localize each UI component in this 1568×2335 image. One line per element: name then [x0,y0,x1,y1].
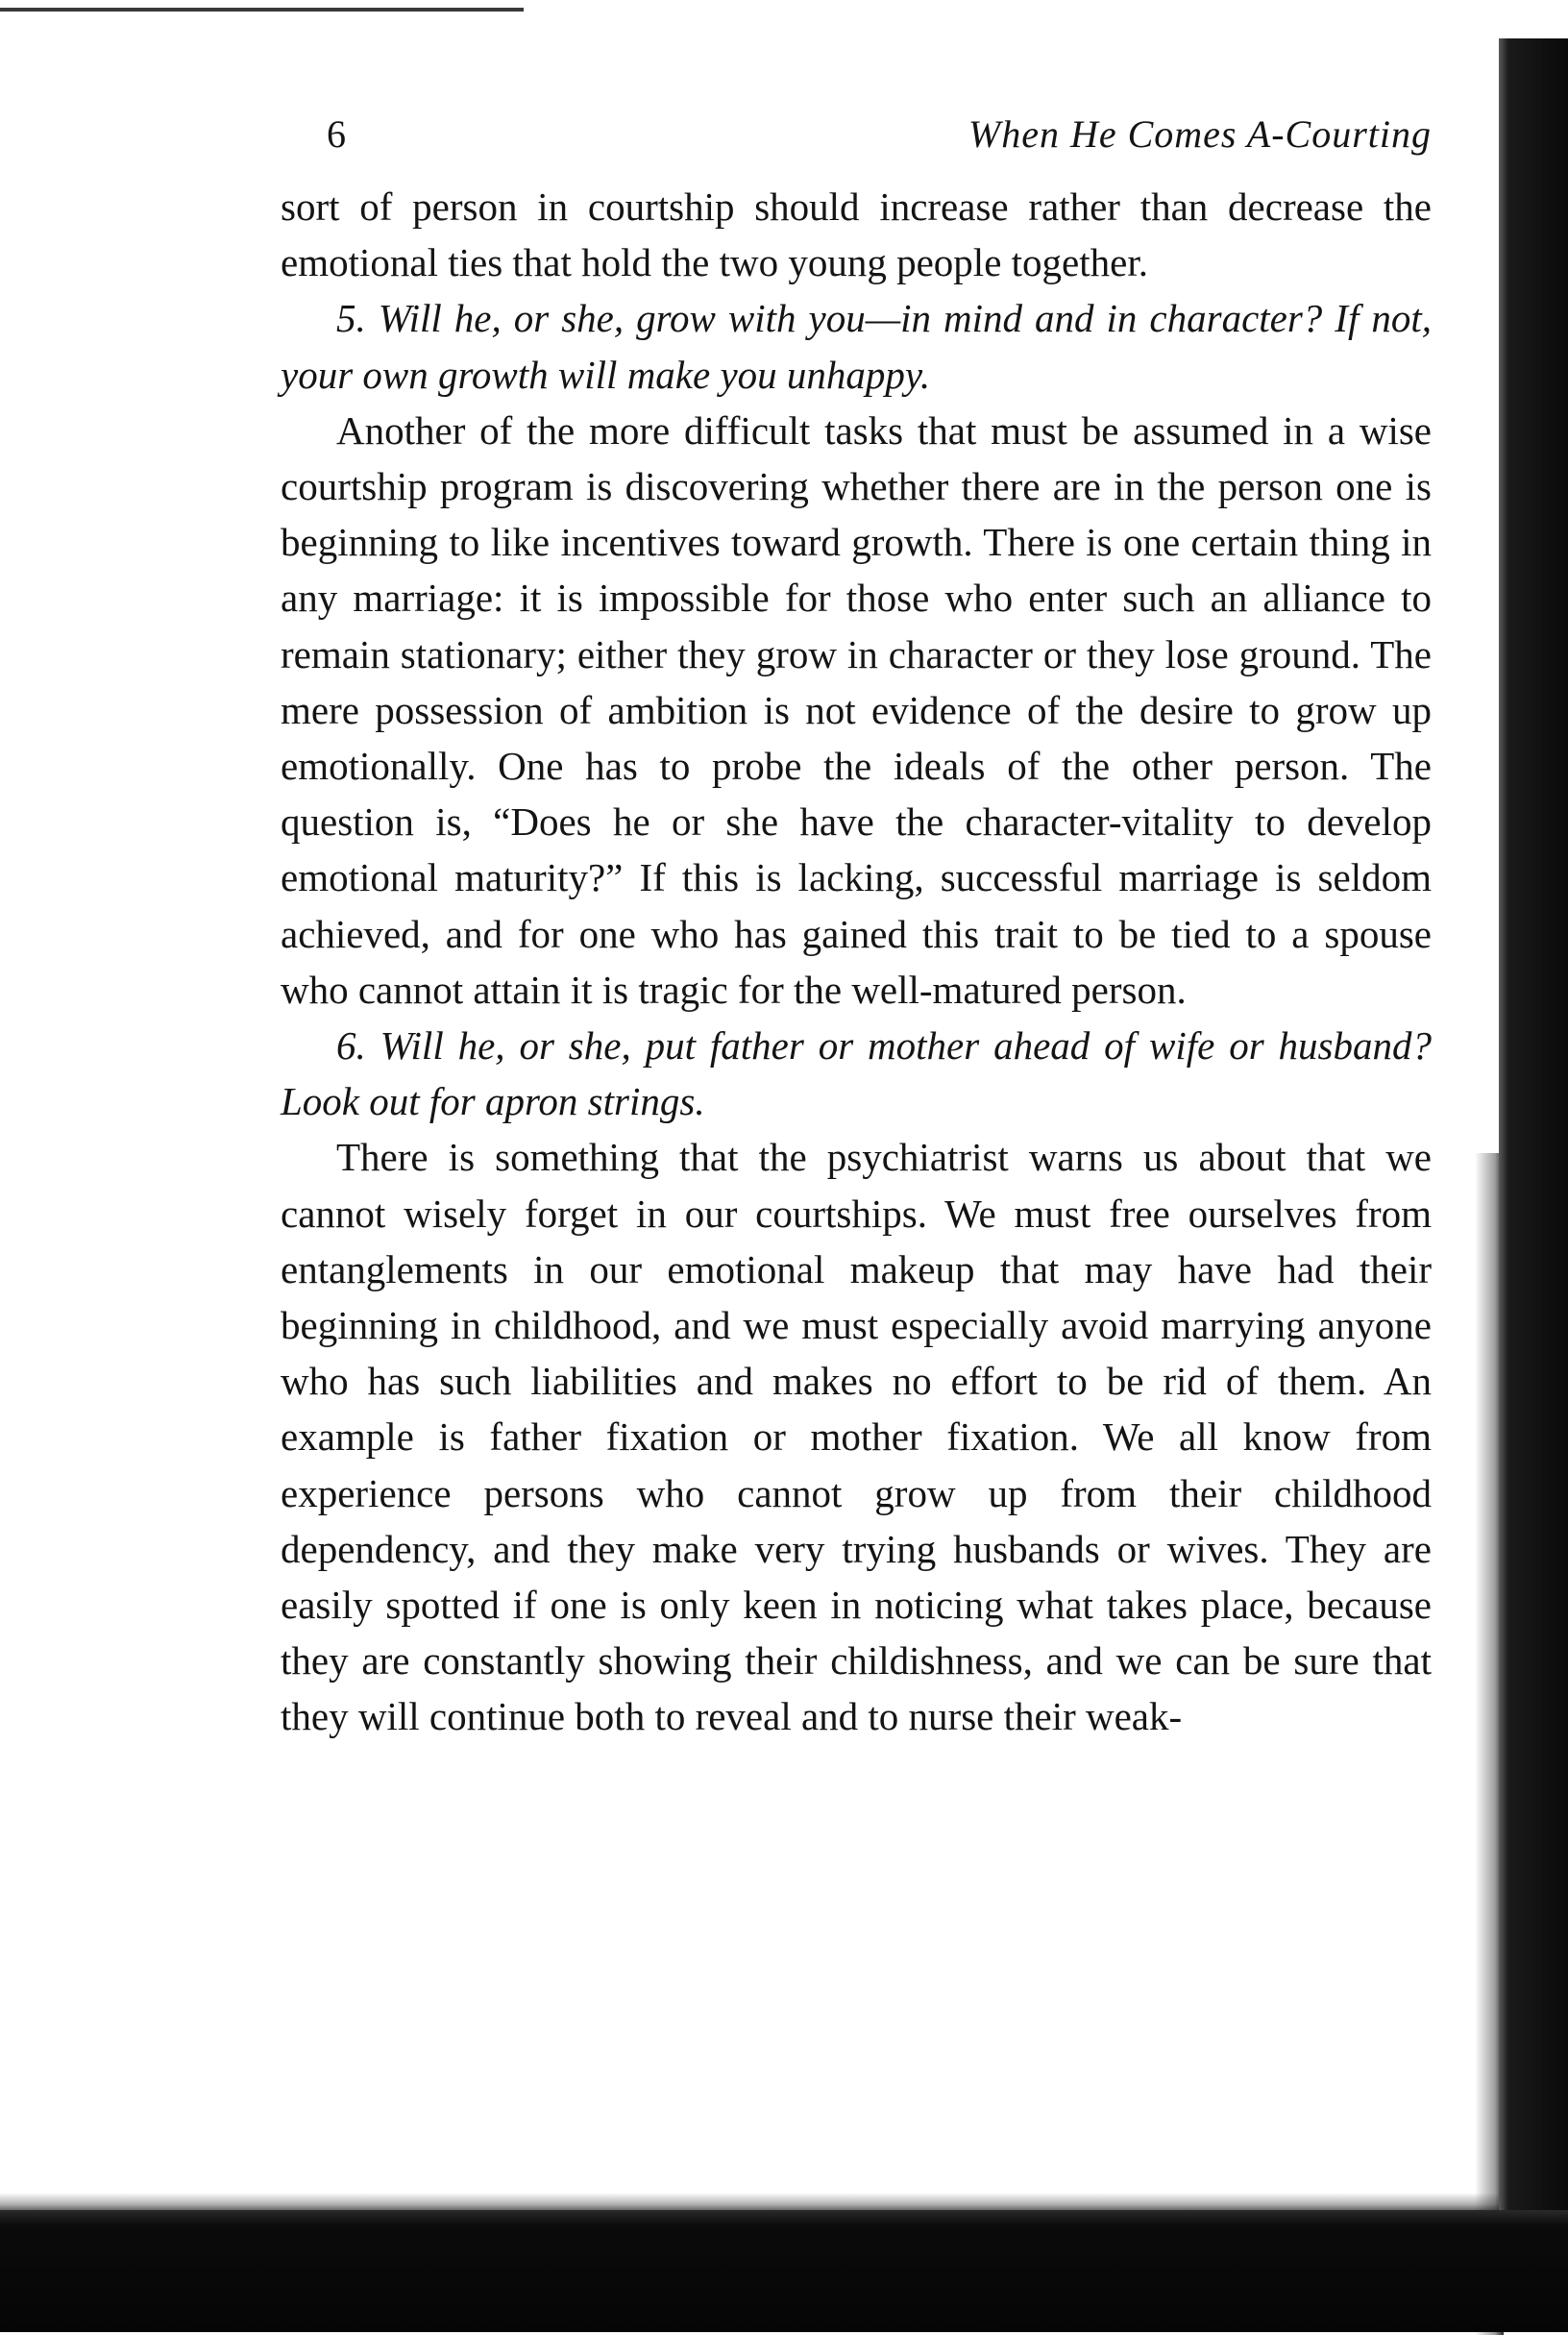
running-title: When He Comes A-Courting [968,112,1432,156]
question-6: 6. Will he, or she, put father or mother ahead of wife or husband? Look out for apron strings. [281,1023,1432,1124]
scan-edge-bottom [0,2210,1568,2332]
body-text [281,179,1432,1745]
book-page [281,106,1432,1745]
scan-top-rule [0,8,524,12]
scan-edge-right [1499,38,1568,2332]
scan-shadow-bottom [0,2193,1499,2212]
paragraph-growth: Another of the more difficult tasks that must be assumed in a wise courtship program is discovering whether there are in the person one is beginning to like incentives toward growth. There is one certain thing in any marriage: it is impossible for those who enter such an alliance to remain stationary; either they grow in character or they lose ground. The mere possession of ambition is not evidence of the desire to grow up emotionally. One has to probe the ideals of the other person. The question is, “Does he or she have the character-vitality to develop emotional maturity?” If this is lacking, successful marriage is seldom achieved, and for one who has gained this trait to be tied to a spouse who cannot attain it is tragic for the well-matured person. [281,407,1432,1012]
paragraph-psychiatrist: There is something that the psychiatrist warns us about that we cannot wisely forget in our courtships. We must free ourselves from entanglements in our emotional makeup that may have had their beginning in childhood, and we must especially avoid marrying anyone who has such liabilities and makes no effort to be rid of them. An example is father fixation or mother fixation. We all know from experience persons who cannot grow up from their childhood dependency, and they make very trying husbands or wives. They are easily spotted if one is only keen in noticing what takes place, because they are constantly showing their childishness, and we can be sure that they will continue both to reveal and to nurse their weak- [281,1135,1432,1739]
running-head [281,106,1432,163]
paragraph-continuation: sort of person in courtship should increase rather than decrease the emotional ties that hold the two young people together. [281,184,1432,285]
page-number: 6 [327,112,346,156]
question-5: 5. Will he, or she, grow with you—in mind and in character? If not, your own growth will make you unhappy. [281,296,1432,397]
